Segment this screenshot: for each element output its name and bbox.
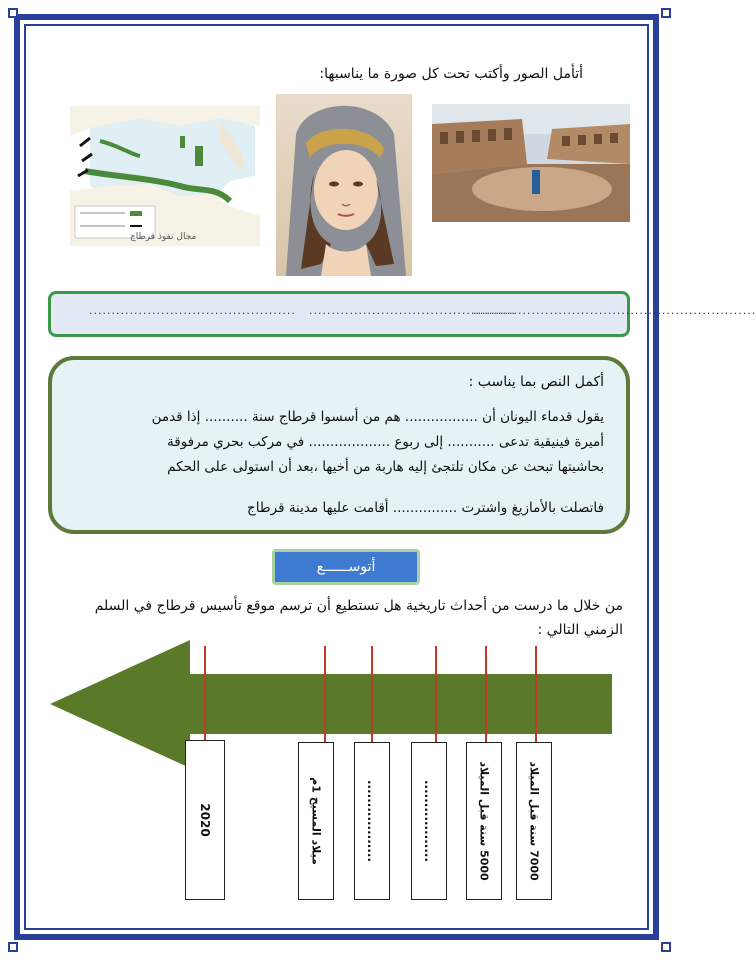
timeline-label: 2020 [198,803,212,837]
complete-text-box [48,356,630,534]
timeline-box[interactable] [466,742,502,900]
timeline-label: ميلاد المسيح 1م [309,777,323,865]
complete-text-heading: أكمل النص بما يناسب : [468,374,604,390]
timeline-box[interactable] [354,742,390,900]
timeline-box[interactable] [185,740,225,900]
corner-ornament [8,942,18,952]
answer-blank[interactable]: ............................................................... [473,304,756,317]
answer-box [48,291,756,337]
corner-ornament [8,8,18,18]
map-caption: مجال نفوذ قرطاج [130,232,197,242]
timeline-label: .................. [422,779,436,863]
instruction-text: أتأمل الصور وأكتب تحت كل صورة ما يناسبها: [319,66,583,82]
timeline-box[interactable] [298,742,334,900]
question-line: الزمني التالي : [537,622,623,638]
corner-ornament [661,8,671,18]
text-line: فاتصلت بالأمازيغ واشترت ............... أقامت عليها مدينة قرطاج [247,500,604,516]
timeline-box[interactable] [516,742,552,900]
text-line: أميرة فينيقية تدعى ........... إلى ربوع ................... في مركب بحري مرفوقة [167,434,604,450]
answer-blank[interactable]: .............................................. [309,304,516,317]
text-line: بحاشيتها تبحث عن مكان تلتجئ إليه هاربة من أخيها ،بعد أن استولى على الحكم [167,459,604,475]
amphitheatre-photo-icon [432,104,630,222]
answer-blank[interactable]: .............................................. [89,304,296,317]
text-line: يقول قدماء اليونان أن ................. هم من أسسوا قرطاج سنة .......... إذا قدمن [151,409,604,425]
corner-ornament [661,942,671,952]
timeline-label: 7000 سنة قبل الميلاد [527,761,541,881]
timeline-label: 5000 سنة قبل الميلاد [477,761,491,881]
carthage-map-icon [70,106,260,246]
expand-button[interactable]: أتوســــــع [272,549,420,585]
question-line: من خلال ما درست من أحداث تاريخية هل تستطيع أن ترسم موقع تأسيس قرطاج في السلم [94,598,623,614]
timeline-label: .................. [365,779,379,863]
princess-portrait-icon [276,94,412,276]
timeline-box[interactable] [411,742,447,900]
